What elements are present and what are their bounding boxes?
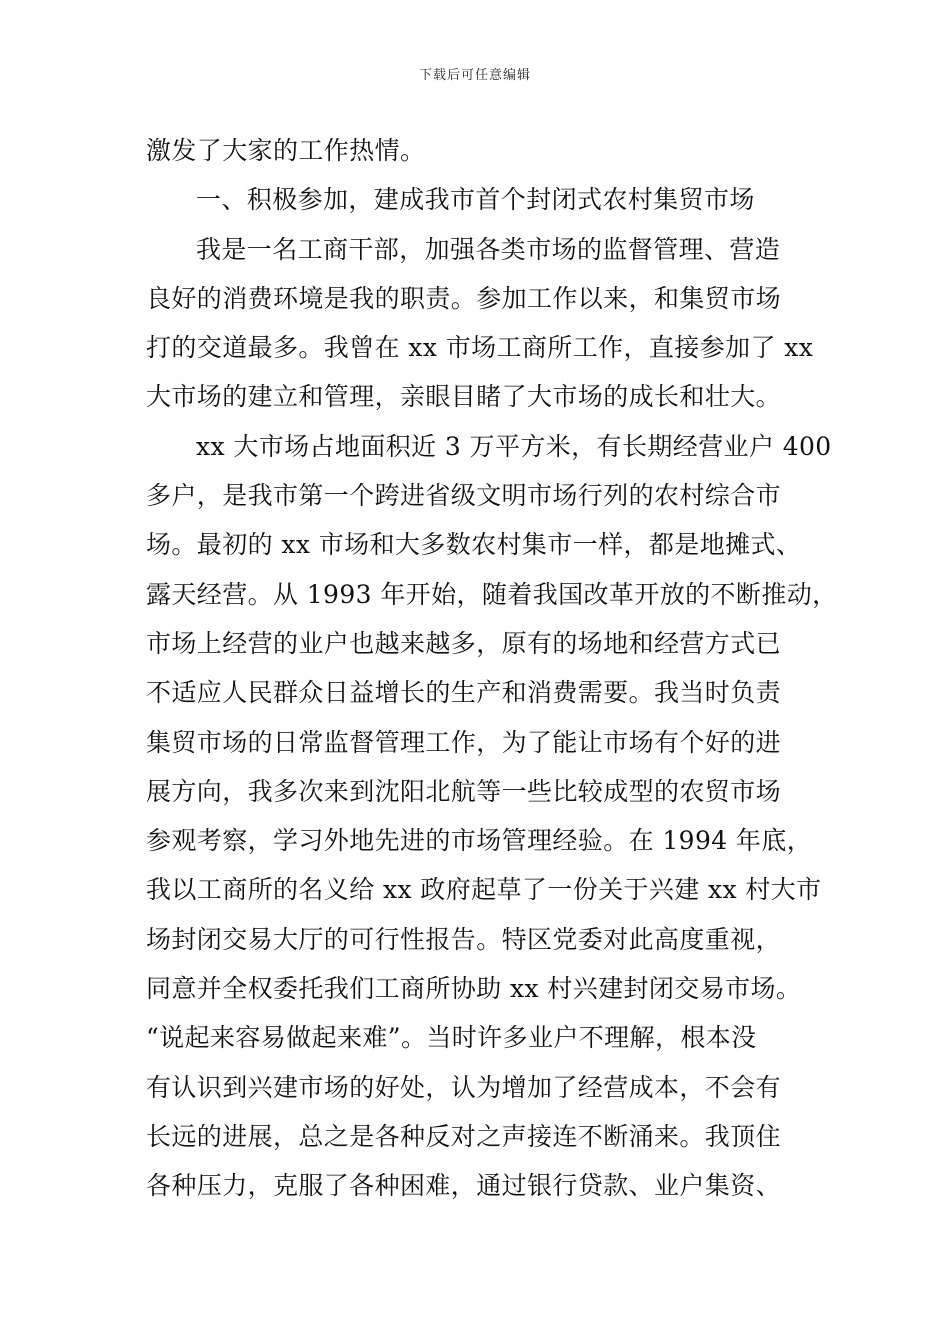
text-line: 激发了大家的工作热情。 xyxy=(146,136,426,165)
text-line: 大市场的建立和管理，亲眼目睹了大市场的成长和壮大。 xyxy=(146,382,782,412)
text-line: 市场上经营的业户也越来越多，原有的场地和经营方式已 xyxy=(146,628,782,658)
section-heading: 一、积极参加，建成我市首个封闭式农村集贸市场 xyxy=(196,185,755,215)
text-line: 露天经营。从 1993 年开始，随着我国改革开放的不断推动， xyxy=(146,579,838,609)
text-line: 长远的进展，总之是各种反对之声接连不断涌来。我顶住 xyxy=(146,1121,782,1151)
text-line: 不适应人民群众日益增长的生产和消费需要。我当时负责 xyxy=(146,678,782,708)
paragraph-start: 我是一名工商干部，加强各类市场的监督管理、营造 xyxy=(196,234,781,264)
text-line: 打的交道最多。我曾在 xx 市场工商所工作，直接参加了 xx xyxy=(146,333,814,363)
text-line: 场封闭交易大厅的可行性报告。特区党委对此高度重视， xyxy=(146,924,782,954)
page-header: 下载后可任意编辑 xyxy=(418,68,531,83)
text-line: 集贸市场的日常监督管理工作，为了能让市场有个好的进 xyxy=(146,727,782,757)
text-line: 各种压力，克服了各种困难，通过银行贷款、业户集资、 xyxy=(146,1171,782,1201)
text-line: 良好的消费环境是我的职责。参加工作以来，和集贸市场 xyxy=(146,283,782,313)
text-line: “说起来容易做起来难”。当时许多业户不理解，根本没 xyxy=(146,1023,757,1053)
paragraph-start: xx 大市场占地面积近 3 万平方米，有长期经营业户 400 xyxy=(196,431,832,461)
text-line: 参观考察，学习外地先进的市场管理经验。在 1994 年底， xyxy=(146,826,813,856)
text-line: 我以工商所的名义给 xx 政府起草了一份关于兴建 xx 村大市 xyxy=(146,875,822,905)
text-line: 场。最初的 xx 市场和大多数农村集市一样，都是地摊式、 xyxy=(146,530,802,560)
text-line: 有认识到兴建市场的好处，认为增加了经营成本，不会有 xyxy=(146,1072,782,1102)
document-body xyxy=(146,126,838,1211)
text-line: 多户，是我市第一个跨进省级文明市场行列的农村综合市 xyxy=(146,481,782,511)
text-line: 展方向，我多次来到沈阳北航等一些比较成型的农贸市场 xyxy=(146,776,782,806)
text-line: 同意并全权委托我们工商所协助 xx 村兴建封闭交易市场。 xyxy=(146,974,802,1004)
